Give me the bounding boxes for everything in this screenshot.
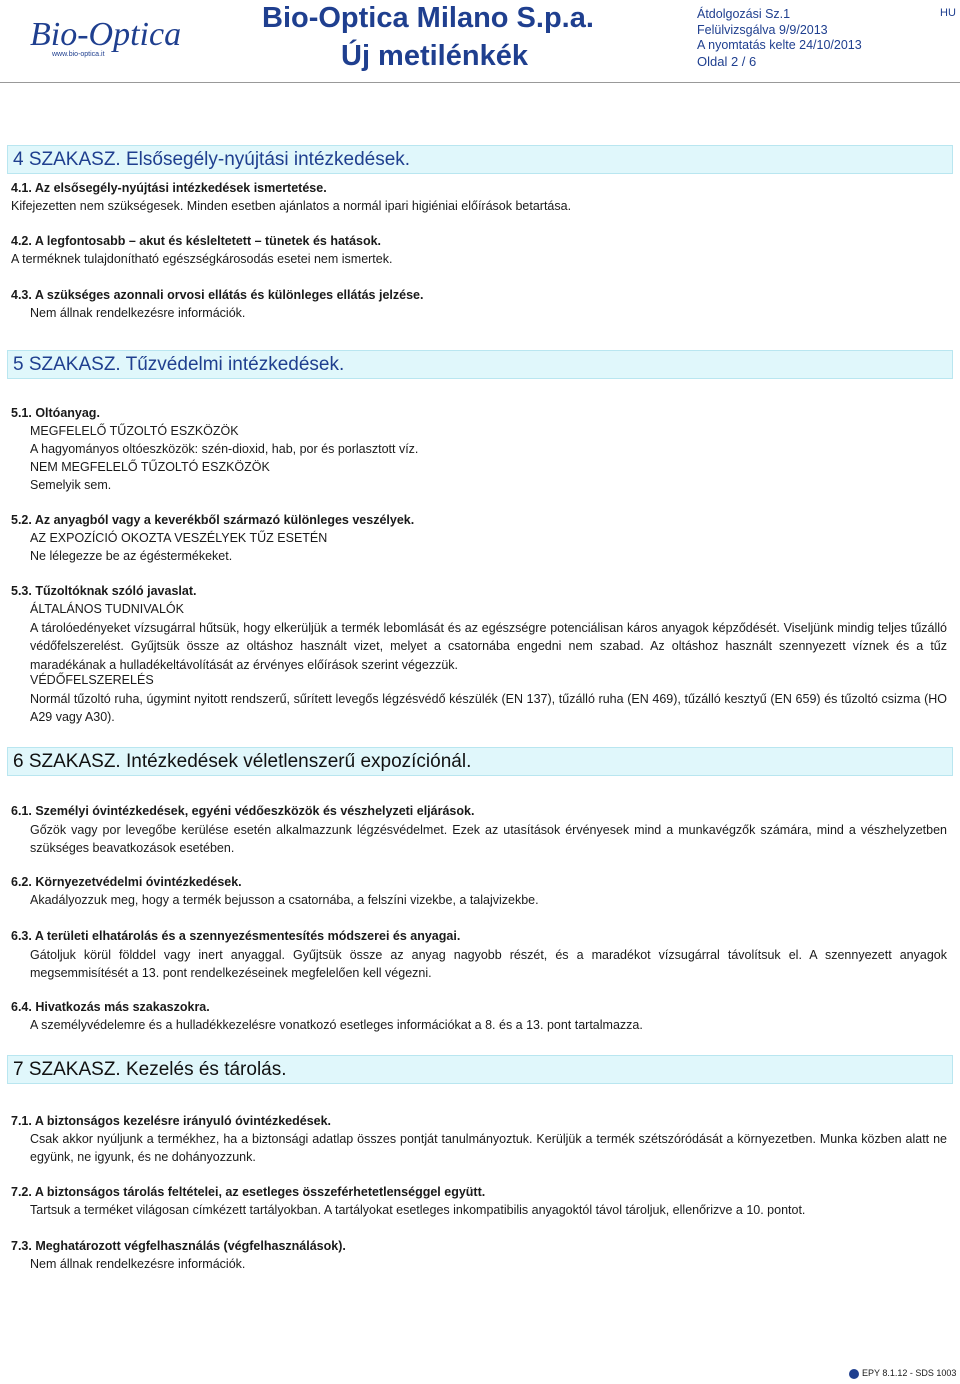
text-5-3-c: VÉDŐFELSZERELÉS xyxy=(30,673,154,687)
header-divider xyxy=(0,82,960,83)
subsection-4-1: 4.1. Az elsősegély-nyújtási intézkedések ismertetése. xyxy=(11,181,327,195)
logo-url: www.bio-optica.it xyxy=(52,51,105,58)
subsection-4-2: 4.2. A legfontosabb – akut és késleltetett – tünetek és hatások. xyxy=(11,234,382,248)
text-5-3-a: ÁLTALÁNOS TUDNIVALÓK xyxy=(30,602,184,616)
print-date: A nyomtatás kelte 24/10/2013 xyxy=(697,38,862,52)
text-6-3: Gátoljuk körül földdel vagy inert anyaggal. Gyűjtsük össze az anyag nagyobb részét, és a maradékot vízsugárral távolítsuk el. A szennyezett anyagok megsemmisítését a 13. pont rendelkezéseinek megfelelően kell végezni. xyxy=(30,948,947,981)
text-5-2-a: AZ EXPOZÍCIÓ OKOZTA VESZÉLYEK TŰZ ESETÉN xyxy=(30,531,328,545)
subsection-6-1: 6.1. Személyi óvintézkedések, egyéni védőeszközök és vészhelyzeti eljárások. xyxy=(11,804,475,818)
subsection-6-3: 6.3. A területi elhatárolás és a szennyezésmentesítés módszerei és anyagai. xyxy=(11,929,461,943)
text-5-3-d: Normál tűzoltó ruha, úgymint nyitott rendszerű, sűrített levegős légzésvédő készülék (EN 137), tűzálló ruha (EN 469), tűzálló kesztyű (EN 659) és tűzoltó csizma (HO A29 vagy A30). xyxy=(30,692,947,725)
section-5-heading: 5 SZAKASZ. Tűzvédelmi intézkedések. xyxy=(7,350,953,379)
text-6-4: A személyvédelemre és a hulladékkezelésre vonatkozó esetleges információkat a 8. és a 13. pont tartalmazza. xyxy=(30,1018,643,1032)
subsection-5-3: 5.3. Tűzoltóknak szóló javaslat. xyxy=(11,584,197,598)
page-header xyxy=(0,0,960,80)
subsection-5-1: 5.1. Oltóanyag. xyxy=(11,406,100,420)
text-4-1: Kifejezetten nem szükségesek. Minden esetben ajánlatos a normál ipari higiéniai előírások betartása. xyxy=(11,199,572,213)
document-meta xyxy=(697,7,862,69)
section-4-heading: 4 SZAKASZ. Elsősegély-nyújtási intézkedések. xyxy=(7,145,953,174)
text-7-1: Csak akkor nyúljunk a termékhez, ha a biztonsági adatlap összes pontját tanulmányoztuk. Kerüljük a termék szétszóródását a környezetben. Munka közben alatt ne együnk, ne igyunk, és ne dohányozzunk. xyxy=(30,1132,947,1165)
company-logo xyxy=(30,18,190,58)
section-6-heading: 6 SZAKASZ. Intézkedések véletlenszerű expozíciónál. xyxy=(7,747,953,776)
product-name: Új metilénkék xyxy=(341,40,528,72)
subsection-7-2: 7.2. A biztonságos tárolás feltételei, az esetleges összeférhetetlenséggel együtt. xyxy=(11,1185,486,1199)
text-7-2: Tartsuk a terméket világosan címkézett tartályokban. A tartályokat esetleges inkompatibilis anyagoktól távol tároljuk, ellenőrizve a 10. pontot. xyxy=(30,1203,806,1217)
text-5-1-d: Semelyik sem. xyxy=(30,478,112,492)
text-5-1-b: A hagyományos oltóeszközök: szén-dioxid, hab, por és porlasztott víz. xyxy=(30,442,419,456)
text-4-3: Nem állnak rendelkezésre információk. xyxy=(30,306,246,320)
footer-text: EPY 8.1.12 - SDS 1003 xyxy=(862,1368,957,1378)
logo-text: Bio-Optica xyxy=(30,16,182,53)
revision: Átdolgozási Sz.1 xyxy=(697,7,791,21)
page-number: Oldal 2 / 6 xyxy=(697,53,757,69)
text-7-3: Nem állnak rendelkezésre információk. xyxy=(30,1257,246,1271)
subsection-5-2: 5.2. Az anyagból vagy a keverékből származó különleges veszélyek. xyxy=(11,513,415,527)
text-5-1-c: NEM MEGFELELŐ TŰZOLTÓ ESZKÖZÖK xyxy=(30,460,270,474)
subsection-6-2: 6.2. Környezetvédelmi óvintézkedések. xyxy=(11,875,242,889)
page-footer xyxy=(849,1368,956,1379)
text-5-2-b: Ne lélegezze be az égéstermékeket. xyxy=(30,549,233,563)
text-5-3-b: A tárolóedényeket vízsugárral hűtsük, hogy elkerüljük a termék lebomlását és az egészségre potenciálisan káros anyagok képződését. Viseljünk mindig teljes tűzálló védőfelszerelést. Gyűjtsük össze az oltáshoz használt vizet, melyet a csatornába engedni nem szabad. Az oltáshoz használt szennyezett víznek és a tűz maradékának a hulladékeltávolítását az érvényes előírások szerint végezzük. xyxy=(30,621,947,672)
text-6-1: Gőzök vagy por levegőbe kerülése esetén alkalmazzunk légzésvédelmet. Ezek az utasítások érvényesek mind a munkavégzők számára, mind a vészhelyzetben szükséges beavatkozások esetében. xyxy=(30,823,947,856)
language-code: HU xyxy=(940,7,956,19)
subsection-4-3: 4.3. A szükséges azonnali orvosi ellátás és különleges ellátás jelzése. xyxy=(11,288,424,302)
subsection-7-3: 7.3. Meghatározott végfelhasználás (végfelhasználások). xyxy=(11,1239,346,1253)
reviewed-date: Felülvizsgálva 9/9/2013 xyxy=(697,22,828,37)
text-5-1-a: MEGFELELŐ TŰZOLTÓ ESZKÖZÖK xyxy=(30,424,239,438)
text-6-2: Akadályozzuk meg, hogy a termék bejusson a csatornába, a felszíni vizekbe, a talajvizekbe. xyxy=(30,893,539,907)
subsection-6-4: 6.4. Hivatkozás más szakaszokra. xyxy=(11,1000,210,1014)
company-name: Bio-Optica Milano S.p.a. xyxy=(262,2,594,34)
subsection-7-1: 7.1. A biztonságos kezelésre irányuló óvintézkedések. xyxy=(11,1114,332,1128)
text-4-2: A terméknek tulajdonítható egészségkárosodás esetei nem ismertek. xyxy=(11,252,393,266)
epy-logo-icon xyxy=(849,1369,859,1379)
section-7-heading: 7 SZAKASZ. Kezelés és tárolás. xyxy=(7,1055,953,1084)
